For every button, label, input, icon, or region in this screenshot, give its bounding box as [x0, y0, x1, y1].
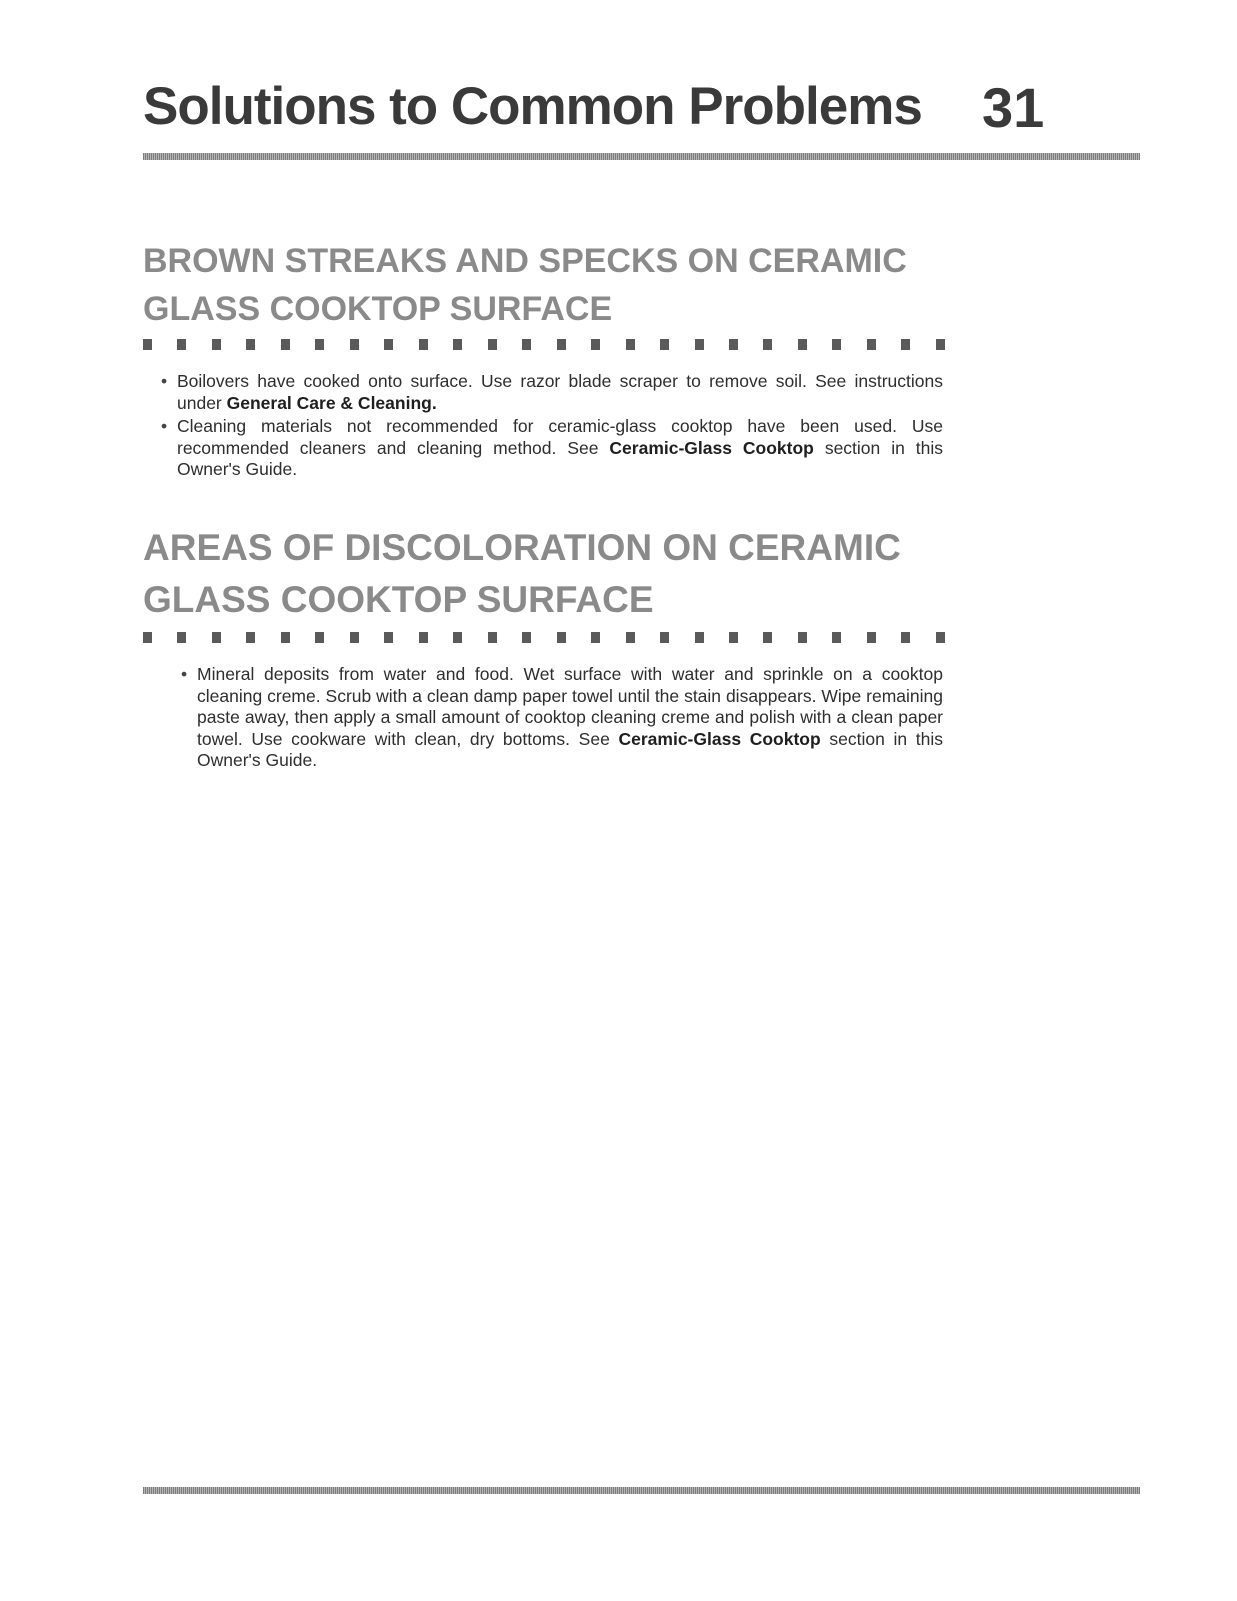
- divider-square: [626, 339, 635, 350]
- page-title: Solutions to Common Problems: [143, 77, 922, 136]
- divider-square: [729, 632, 738, 643]
- divider-square: [384, 339, 393, 350]
- divider-square: [695, 632, 704, 643]
- divider-square: [591, 339, 600, 350]
- bullet-text: Boilovers have cooked onto surface. Use razor blade scraper to remove soil. See instructions under: [177, 371, 943, 413]
- divider-square: [488, 632, 497, 643]
- list-item: [143, 416, 943, 481]
- square-divider: [143, 632, 945, 644]
- divider-square: [522, 632, 531, 643]
- divider-square: [936, 339, 945, 350]
- bullet-tail: section in this Owner's Guide.: [177, 437, 943, 479]
- divider-square: [901, 632, 910, 643]
- divider-square: [281, 632, 290, 643]
- bullet-tail: section in this Owner's Guide.: [197, 728, 944, 770]
- divider-square: [384, 632, 393, 643]
- divider-square: [763, 632, 772, 643]
- list-item: [143, 371, 943, 414]
- bullet-bold-reference: Ceramic-Glass Cooktop: [609, 437, 814, 458]
- divider-square: [315, 632, 324, 643]
- section-discoloration: [143, 522, 943, 774]
- divider-square: [246, 339, 255, 350]
- divider-square: [522, 339, 531, 350]
- divider-square: [246, 632, 255, 643]
- divider-square: [350, 632, 359, 643]
- bullet-list: [143, 664, 943, 772]
- divider-square: [626, 632, 635, 643]
- divider-square: [212, 632, 221, 643]
- bullet-list: [143, 371, 943, 481]
- divider-square: [832, 339, 841, 350]
- section-heading: BROWN STREAKS AND SPECKS ON CERAMIC GLASS COOKTOP SURFACE: [143, 242, 907, 328]
- divider-square: [177, 632, 186, 643]
- footer-rule: [143, 1487, 1140, 1494]
- divider-square: [488, 339, 497, 350]
- bullet-bold-reference: General Care & Cleaning.: [226, 392, 437, 413]
- divider-square: [729, 339, 738, 350]
- header-rule: [143, 153, 1140, 160]
- divider-square: [660, 632, 669, 643]
- divider-square: [315, 339, 324, 350]
- section-brown-streaks: [143, 237, 943, 483]
- divider-square: [143, 339, 152, 350]
- divider-square: [591, 632, 600, 643]
- divider-square: [763, 339, 772, 350]
- divider-square: [143, 632, 152, 643]
- bullet-text: Mineral deposits from water and food. Wet surface with water and sprinkle on a cooktop cleaning creme. Scrub with a clean damp paper towel until the stain disappears. Wipe remaining paste away, then apply a small amount of cooktop cleaning creme and polish with a clean paper towel. Use cookware with clean, dry bottoms. See: [197, 664, 943, 749]
- divider-square: [419, 632, 428, 643]
- divider-square: [453, 339, 462, 350]
- bullet-text: Cleaning materials not recommended for ceramic-glass cooktop have been used. Use recommended cleaners and cleaning method. See: [177, 416, 943, 458]
- divider-square: [350, 339, 359, 350]
- divider-square: [453, 632, 462, 643]
- divider-square: [212, 339, 221, 350]
- divider-square: [557, 632, 566, 643]
- divider-square: [419, 339, 428, 350]
- divider-square: [901, 339, 910, 350]
- divider-square: [281, 339, 290, 350]
- bullet-bold-reference: Ceramic-Glass Cooktop: [618, 728, 821, 749]
- section-heading: AREAS OF DISCOLORATION ON CERAMIC GLASS COOKTOP SURFACE: [143, 527, 901, 620]
- divider-square: [798, 632, 807, 643]
- divider-square: [832, 632, 841, 643]
- divider-square: [936, 632, 945, 643]
- divider-square: [695, 339, 704, 350]
- divider-square: [798, 339, 807, 350]
- divider-square: [660, 339, 669, 350]
- list-item: [143, 664, 943, 772]
- page-number: 31: [982, 76, 1045, 139]
- square-divider: [143, 339, 945, 351]
- divider-square: [177, 339, 186, 350]
- divider-square: [867, 632, 876, 643]
- divider-square: [557, 339, 566, 350]
- divider-square: [867, 339, 876, 350]
